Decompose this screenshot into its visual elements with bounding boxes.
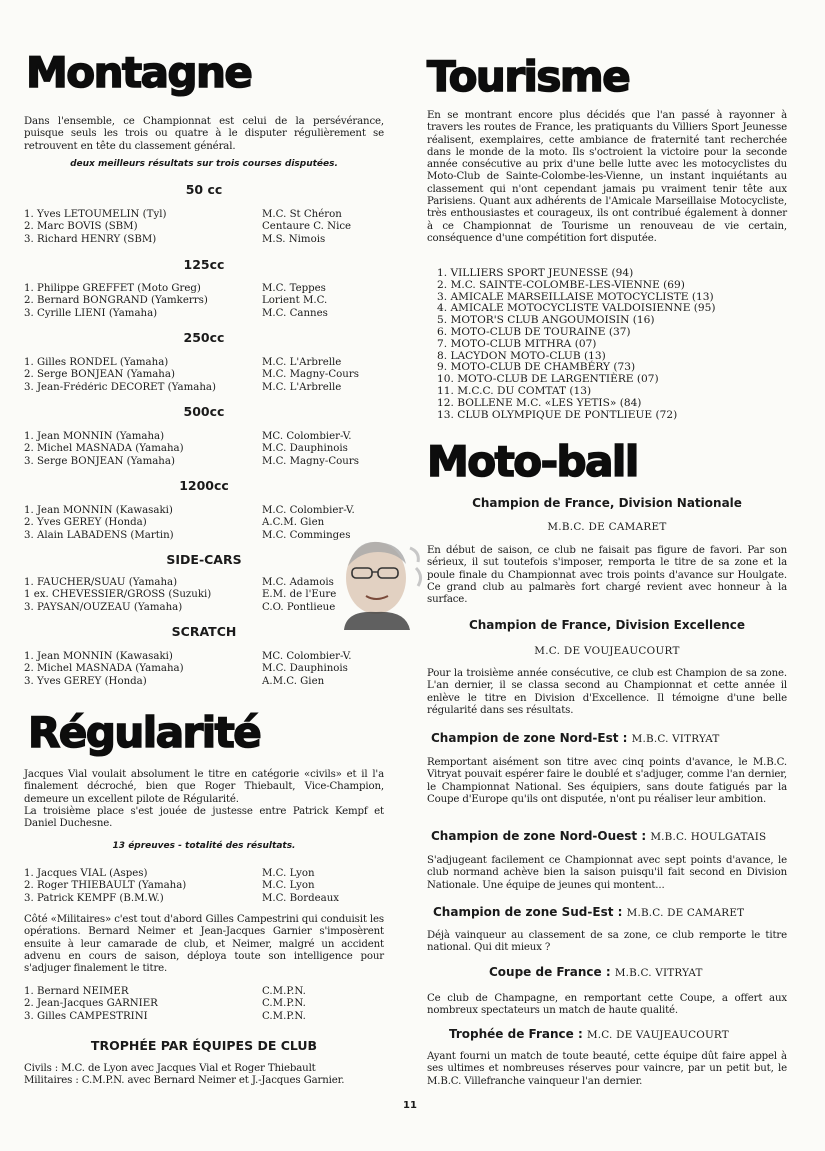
regularite-note: 13 épreuves - totalité des résultats. <box>112 841 296 851</box>
list-item: 6. MOTO-CLUB DE TOURAINE (37) <box>437 325 631 338</box>
cat-125cc-title: 125cc <box>183 257 225 272</box>
montagne-note: deux meilleurs résultats sur trois courses disputées. <box>70 159 338 169</box>
zone-club: M.B.C. VITRYAT <box>631 733 720 745</box>
list-item: 10. MOTO-CLUB DE LARGENTIÈRE (07) <box>437 373 659 386</box>
result-row: 1. Jean MONNIN (Yamaha) MC. Colombier-V. <box>24 431 352 442</box>
result-row: 1. Philippe GREFFET (Moto Greg) M.C. Teppes <box>24 283 326 294</box>
result-row: 1. Gilles RONDEL (Yamaha) M.C. L'Arbrelle <box>24 357 342 368</box>
cat-1200cc-title: 1200cc <box>179 478 229 493</box>
trophy-line-civils: Civils : M.C. de Lyon avec Jacques Vial et Roger Thiebault <box>24 1063 316 1074</box>
result-row: 2. Yves GEREY (Honda) A.C.M. Gien <box>24 517 325 529</box>
coupe-de-france-text: Ce club de Champagne, en remportant cette Coupe, a offert aux nombreux spectateurs un match de haute qualité. <box>427 993 787 1017</box>
cat-50cc-title: 50 cc <box>185 182 223 197</box>
result-row: 2. Bernard BONGRAND (Yamkerrs) Lorient M.C. <box>24 295 328 307</box>
coupe-de-france-title: Coupe de France : M.B.C. VITRYAT <box>489 965 703 979</box>
tourisme-ranking <box>437 268 716 421</box>
regularite-intro: Jacques Vial voulait absolument le titre en catégorie «civils» et il l'a finalement décroché, bien que Roger Thiebault, Vice-Champion, demeure un excellent pilote de Régularité. <box>24 769 384 805</box>
cat-500cc-title: 500cc <box>183 404 225 419</box>
list-item: 4. AMICALE MOTOCYCLISTE VALDOISIENNE (95) <box>437 302 716 315</box>
result-row: 3. Serge BONJEAN (Yamaha) M.C. Magny-Cours <box>24 455 359 467</box>
trophee-de-france-title: Trophée de France : M.C. DE VAUJEAUCOURT <box>449 1027 729 1041</box>
result-row: 3. Jean-Frédéric DECORET (Yamaha) M.C. L'Arbrelle <box>24 381 342 393</box>
result-row: 1. Bernard NEIMER C.M.P.N. <box>24 986 306 997</box>
trophee-de-france-text: Ayant fourni un match de toute beauté, cette équipe dût faire appel à ses ultimes et nombreuses réserves pour vaincre, par un petit but, le M.B.C. Villefranche vainqueur l'an dernier. <box>427 1051 787 1087</box>
trophy-title: TROPHÉE PAR ÉQUIPES DE CLUB <box>90 1038 318 1053</box>
cat-50cc-list <box>24 209 351 246</box>
cat-250cc-list <box>24 357 359 394</box>
div-nationale-club: M.B.C. DE CAMARET <box>547 521 667 533</box>
result-row: 1. Jacques VIAL (Aspes) M.C. Lyon <box>24 868 315 879</box>
result-row: 2. Marc BOVIS (SBM) Centaure C. Nice <box>24 221 352 233</box>
list-item: 1. VILLIERS SPORT JEUNESSE (94) <box>437 267 634 279</box>
civils-results <box>24 868 339 905</box>
regularite-title: Régularité <box>28 708 261 757</box>
montagne-title: Montagne <box>26 48 252 97</box>
div-nationale-text: En début de saison, ce club ne faisait pas figure de favori. Par son sérieux, il sut toutefois s'imposer, remporta le titre de sa zone et la poule finale du Championnat avec trois points d'avance sur Houlgate. Ce grand club au palmarès fort chargé revient avec honneur à la surface. <box>427 545 787 606</box>
result-row: 1. FAUCHER/SUAU (Yamaha) M.C. Adamois <box>24 577 334 588</box>
result-row: 2. Roger THIEBAULT (Yamaha) M.C. Lyon <box>24 880 315 892</box>
div-excellence-club: M.C. DE VOUJEAUCOURT <box>534 645 680 657</box>
zone-sud-est-text: Déjà vainqueur au classement de sa zone, ce club remporte le titre national. Qui dit mieux ? <box>427 930 787 954</box>
portrait-watermark-image <box>336 530 424 630</box>
zone-club: M.B.C. VITRYAT <box>614 967 703 979</box>
list-item: 11. M.C.C. DU COMTAT (13) <box>437 384 592 397</box>
list-item: 7. MOTO-CLUB MITHRA (07) <box>437 337 597 350</box>
tourisme-title: Tourisme <box>427 52 630 101</box>
result-row: 1. Jean MONNIN (Kawasaki) M.C. Colombier-V. <box>24 505 355 516</box>
list-item: 8. LACYDON MOTO-CLUB (13) <box>437 349 606 362</box>
zone-sud-est-title: Champion de zone Sud-Est : M.B.C. DE CAMARET <box>433 905 745 919</box>
result-row: 3. Gilles CAMPESTRINI C.M.P.N. <box>24 1010 306 1022</box>
zone-club: M.B.C. HOULGATAIS <box>650 831 767 843</box>
cat-1200cc-list <box>24 505 355 542</box>
regularite-intro-2: La troisième place s'est jouée de justesse entre Patrick Kempf et Daniel Duchesne. <box>24 806 384 830</box>
list-item: 13. CLUB OLYMPIQUE DE PONTLIEUE (72) <box>437 408 678 421</box>
list-item: 12. BOLLENE M.C. «LES YETIS» (84) <box>437 396 642 409</box>
montagne-intro: Dans l'ensemble, ce Championnat est celui de la persévérance, puisque seuls les trois ou quatre à le disputer régulièrement se retrouvent en tête du classement général. <box>24 116 384 152</box>
list-item: 3. AMICALE MARSEILLAISE MOTOCYCLISTE (13) <box>437 290 714 303</box>
zone-club: M.B.C. DE CAMARET <box>626 907 745 919</box>
cat-125cc-list <box>24 283 328 320</box>
result-row: 3. Alain LABADENS (Martin) M.C. Comminges <box>24 529 351 541</box>
result-row: 2. Michel MASNADA (Yamaha) M.C. Dauphinois <box>24 663 348 675</box>
militaires-results <box>24 986 306 1023</box>
result-row: 1. Jean MONNIN (Kawasaki) MC. Colombier-V. <box>24 651 352 662</box>
div-nationale-title: Champion de France, Division Nationale <box>472 496 742 510</box>
cat-500cc-list <box>24 431 359 468</box>
list-item: 9. MOTO-CLUB DE CHAMBÉRY (73) <box>437 361 636 374</box>
cat-scratch-title: SCRATCH <box>171 624 237 639</box>
cat-scratch-list <box>24 651 352 688</box>
list-item: 2. M.C. SAINTE-COLOMBE-LES-VIENNE (69) <box>437 278 685 291</box>
zone-nord-ouest-text: S'adjugeant facilement ce Championnat avec sept points d'avance, le club normand achève bien la saison puisqu'il fait second en Division Nationale. Une équipe de jeunes qui montent... <box>427 855 787 891</box>
result-row: 3. Yves GEREY (Honda) A.M.C. Gien <box>24 675 325 687</box>
cat-sidecars-title: SIDE-CARS <box>166 552 242 567</box>
result-row: 3. Patrick KEMPF (B.M.W.) M.C. Bordeaux <box>24 892 339 904</box>
militaires-paragraph: Côté «Militaires» c'est tout d'abord Gilles Campestrini qui conduisit les opérations. Bernard Neimer et Jean-Jacques Garnier s'imposèrent ensuite à leur camarade de club, et Neimer, malgré un accident advenu en cours de saison, déploya toute son intelligence pour s'adjuger finalement le titre. <box>24 914 384 975</box>
div-excellence-title: Champion de France, Division Excellence <box>468 618 746 632</box>
result-row: 3. Richard HENRY (SBM) M.S. Nimois <box>24 233 326 245</box>
cat-250cc-title: 250cc <box>183 330 225 345</box>
zone-club: M.C. DE VAUJEAUCOURT <box>586 1029 729 1041</box>
page-number: 11 <box>403 1100 417 1111</box>
zone-nord-est-text: Remportant aisément son titre avec cinq points d'avance, le M.B.C. Vitryat pouvait espérer faire le doublé et s'adjuger, comme l'an dernier, le Championnat National. Ses équipiers, sans doute fatigués par la Coupe d'Europe qu'ils ont disputée, n'ont pu réaliser leur ambition. <box>427 757 787 805</box>
list-item: 5. MOTOR'S CLUB ANGOUMOISIN (16) <box>437 314 655 327</box>
trophy-line-militaires: Militaires : C.M.P.N. avec Bernard Neimer et J.-Jacques Garnier. <box>24 1075 345 1086</box>
zone-nord-ouest-title: Champion de zone Nord-Ouest : M.B.C. HOULGATAIS <box>431 829 767 843</box>
div-excellence-text: Pour la troisième année consécutive, ce club est Champion de sa zone. L'an dernier, il se classa second au Championnat et cette année il enlève le titre en Division d'Excellence. Il témoigne d'une belle régularité dans ses résultats. <box>427 668 787 716</box>
result-row: 3. Cyrille LIENI (Yamaha) M.C. Cannes <box>24 307 328 319</box>
result-row: 1 ex. CHEVESSIER/GROSS (Suzuki) E.M. de l'Eure <box>24 589 337 601</box>
zone-nord-est-title: Champion de zone Nord-Est : M.B.C. VITRYAT <box>431 731 720 745</box>
result-row: 2. Serge BONJEAN (Yamaha) M.C. Magny-Cours <box>24 369 359 381</box>
result-row: 1. Yves LETOUMELIN (Tyl) M.C. St Chéron <box>24 209 342 220</box>
cat-sidecars-list <box>24 577 336 614</box>
result-row: 2. Jean-Jacques GARNIER C.M.P.N. <box>24 998 306 1010</box>
tourisme-intro: En se montrant encore plus décidés que l'an passé à rayonner à travers les routes de France, les pratiquants du Villiers Sport Jeunesse réalisent, exemplaires, cette ambiance de fraternité tant recherchée dans le monde de la moto. Ils s'octroient la victoire pour la seconde année consécutive au prix d'une belle lutte avec les motocyclistes du Moto-Club de Sainte-Colombe-les-Vienne, un instant inquiétants au classement qui n'ont cependant jamais pu vraiment tenir tête aux Parisiens. Quant aux adhérents de l'Amicale Marseillaise Motocycliste, très enthousiastes et courageux, ils ont contribué également à donner à ce Championnat de Tourisme un renouveau de vie certain, conséquence d'une compétition fort disputée. <box>427 110 787 244</box>
motoball-title: Moto-ball <box>427 437 638 486</box>
result-row: 2. Michel MASNADA (Yamaha) M.C. Dauphinois <box>24 443 348 455</box>
result-row: 3. PAYSAN/OUZEAU (Yamaha) C.O. Pontlieue <box>24 601 336 613</box>
